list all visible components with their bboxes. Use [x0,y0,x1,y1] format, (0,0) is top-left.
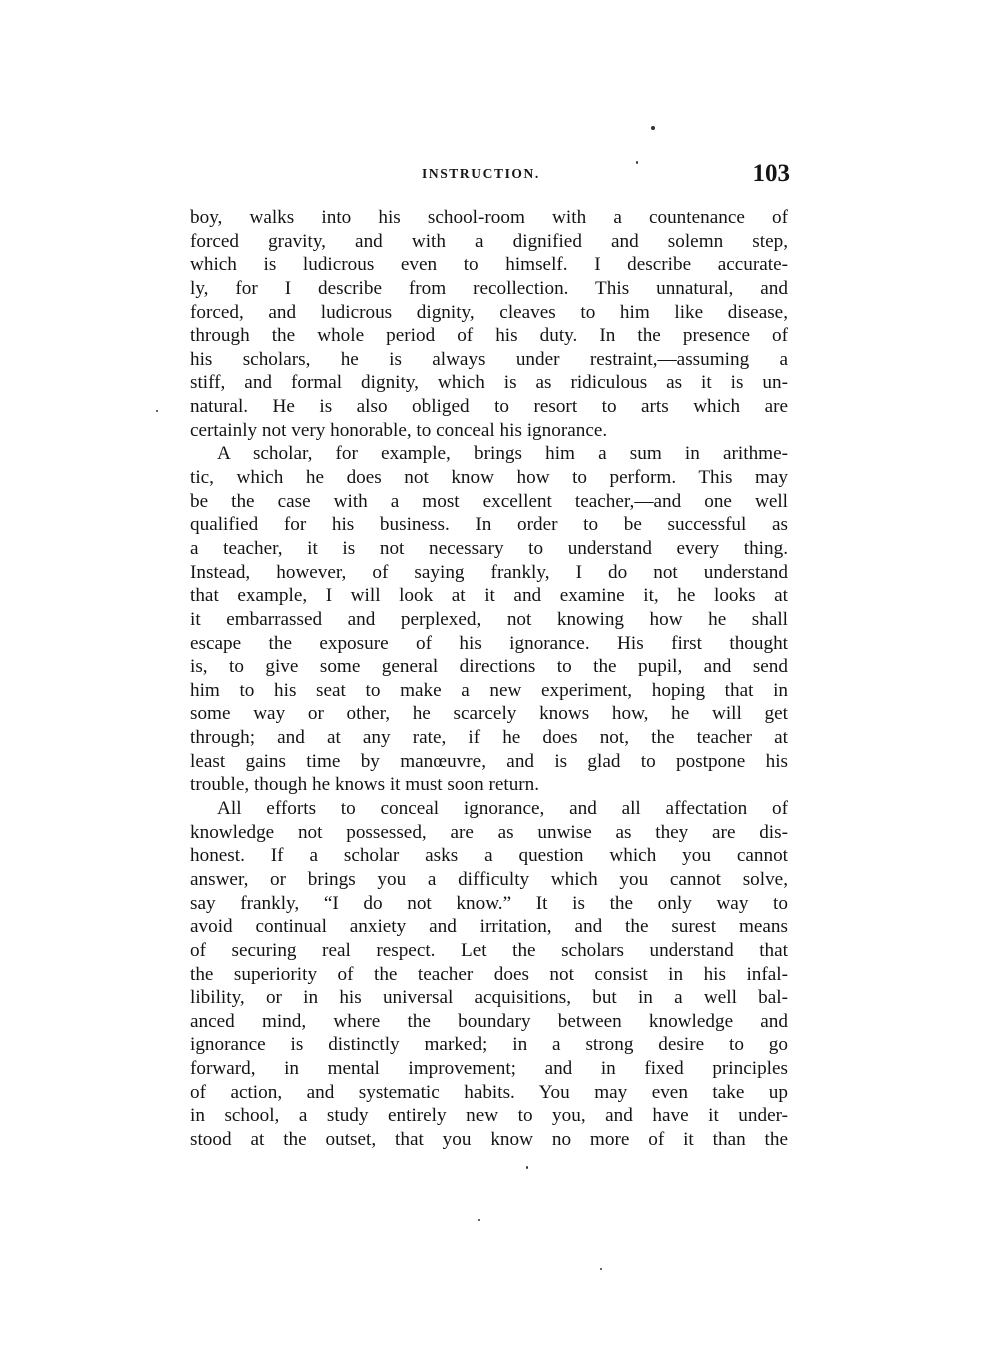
text-line: A scholar, for example, brings him a sum in arithme- [217,443,788,465]
scan-speck [600,1268,602,1270]
text-line: natural. He is also obliged to resort to arts which are [190,396,788,418]
text-line: anced mind, where the boundary between knowledge and [190,1010,788,1032]
text-line: say frankly, “I do not know.” It is the only way to [190,892,788,914]
text-line: answer, or brings you a difficulty which you cannot solve, [190,868,788,890]
text-line: avoid continual anxiety and irritation, and the surest means [190,916,788,938]
text-line: forced, and ludicrous dignity, cleaves to him like disease, [190,301,788,323]
scan-speck [478,1219,480,1221]
text-line: of action, and systematic habits. You may even take up [190,1081,788,1103]
text-line: forward, in mental improvement; and in fixed principles [190,1058,788,1080]
paragraph [190,206,788,442]
text-line: of securing real respect. Let the scholars understand that [190,939,788,961]
text-line: qualified for his business. In order to be successful as [190,514,788,536]
text-line: that example, I will look at it and examine it, he looks at [190,585,788,607]
scan-speck [651,126,655,130]
text-line: ly, for I describe from recollection. This unnatural, and [190,277,788,299]
text-line: a teacher, it is not necessary to understand every thing. [190,537,788,559]
text-line: honest. If a scholar asks a question which you cannot [190,845,788,867]
text-line: escape the exposure of his ignorance. His first thought [190,632,788,654]
text-line: be the case with a most excellent teacher,—and one well [190,490,788,512]
text-line: through the whole period of his duty. In the presence of [190,325,788,347]
running-head [190,161,792,191]
text-line: libility, or in his universal acquisitions, but in a well bal- [190,987,788,1009]
text-line: boy, walks into his school-room with a countenance of [190,207,788,228]
text-line: some way or other, he scarcely knows how, he will get [190,703,788,725]
text-line: his scholars, he is always under restraint,—assuming a [190,348,788,370]
text-line: least gains time by manœuvre, and is glad to postpone his [190,750,788,772]
text-line: through; and at any rate, if he does not, the teacher at [190,727,788,749]
text-line: which is ludicrous even to himself. I describe accurate- [190,254,788,276]
paragraph [190,797,788,1152]
text-line: tic, which he does not know how to perform. This may [190,467,788,489]
text-line: certainly not very honorable, to conceal his ignorance. [190,419,608,441]
text-line: it embarrassed and perplexed, not knowing how he shall [190,608,788,630]
scan-speck [156,410,158,412]
body-text [190,206,788,1152]
paragraph [190,442,788,797]
text-line: forced gravity, and with a dignified and solemn step, [190,230,788,252]
scan-speck [526,1166,528,1169]
text-line: the superiority of the teacher does not consist in his infal- [190,963,788,985]
text-line: in school, a study entirely new to you, and have it under- [190,1105,788,1127]
page-number: 103 [752,160,790,187]
text-line: stiff, and formal dignity, which is as ridiculous as it is un- [190,372,788,394]
scan-speck [636,161,638,164]
text-line: him to his seat to make a new experiment, hoping that in [190,679,788,701]
running-title: INSTRUCTION. [422,166,540,181]
text-line: knowledge not possessed, are as unwise as they are dis- [190,821,788,843]
text-line: All efforts to conceal ignorance, and all affectation of [217,798,788,820]
text-line: stood at the outset, that you know no more of it than the [190,1128,788,1150]
text-line: trouble, though he knows it must soon return. [190,774,540,796]
text-line: is, to give some general directions to the pupil, and send [190,656,788,678]
text-line: Instead, however, of saying frankly, I do not understand [190,561,788,583]
text-line: ignorance is distinctly marked; in a strong desire to go [190,1034,788,1056]
